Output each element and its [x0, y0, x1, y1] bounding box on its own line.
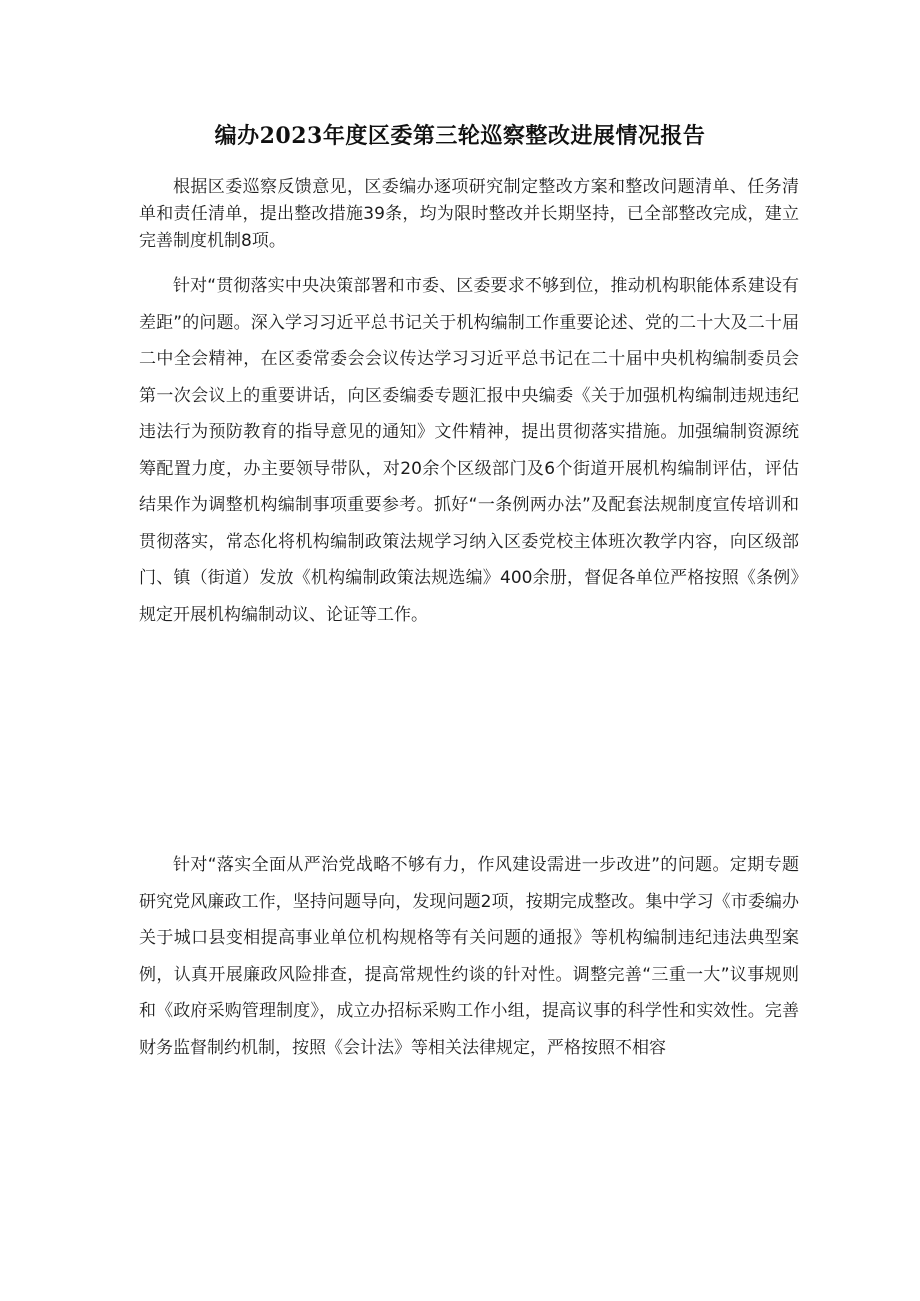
paragraph-party-discipline-issue: 针对“落实全面从严治党战略不够有力，作风建设需进一步改进”的问题。定期专题研究党风廉政工作，坚持问题导向，发现问题2项，按期完成整改。集中学习《市委编办关于城口县变相提高事业单位机构规格等有关问题的通报》等机构编制违纪违法典型案例，认真开展廉政风险排查，提高常规性约谈的针对性。调整完善“三重一大”议事规则和《政府采购管理制度》，成立办招标采购工作小组，提高议事的科学性和实效性。完善财务监督制约机制，按照《会计法》等相关法律规定，严格按照不相容	[139, 855, 799, 1058]
paragraph-mechanism-issue: 针对“贯彻落实中央决策部署和市委、区委要求不够到位，推动机构职能体系建设有差距”的问题。深入学习习近平总书记关于机构编制工作重要论述、党的二十大及二十届二中全会精神，在区委常委会会议传达学习习近平总书记在二十届中央机构编制委员会第一次会议上的重要讲话，向区委编委专题汇报中央编委《关于加强机构编制违规违纪违法行为预防教育的指导意见的通知》文件精神，提出贯彻落实措施。加强编制资源统筹配置力度，办主要领导带队，对20余个区级部门及6个街道开展机构编制评估，评估结果作为调整机构编制事项重要参考。抓好“一条例两办法”及配套法规制度宣传培训和贯彻落实，常态化将机构编制政策法规学习纳入区委党校主体班次教学内容，向区级部门、镇（街道）发放《机构编制政策法规选编》400余册，督促各单位严格按照《条例》规定开展机构编制动议、论证等工作。	[139, 276, 799, 625]
document-title: 编办2023年度区委第三轮巡察整改进展情况报告	[214, 123, 706, 149]
paragraph-intro: 根据区委巡察反馈意见，区委编办逐项研究制定整改方案和整改问题清单、任务清单和责任清单，提出整改措施39条，均为限时整改并长期坚持，已全部整改完成，建立完善制度机制8项。	[139, 177, 799, 251]
